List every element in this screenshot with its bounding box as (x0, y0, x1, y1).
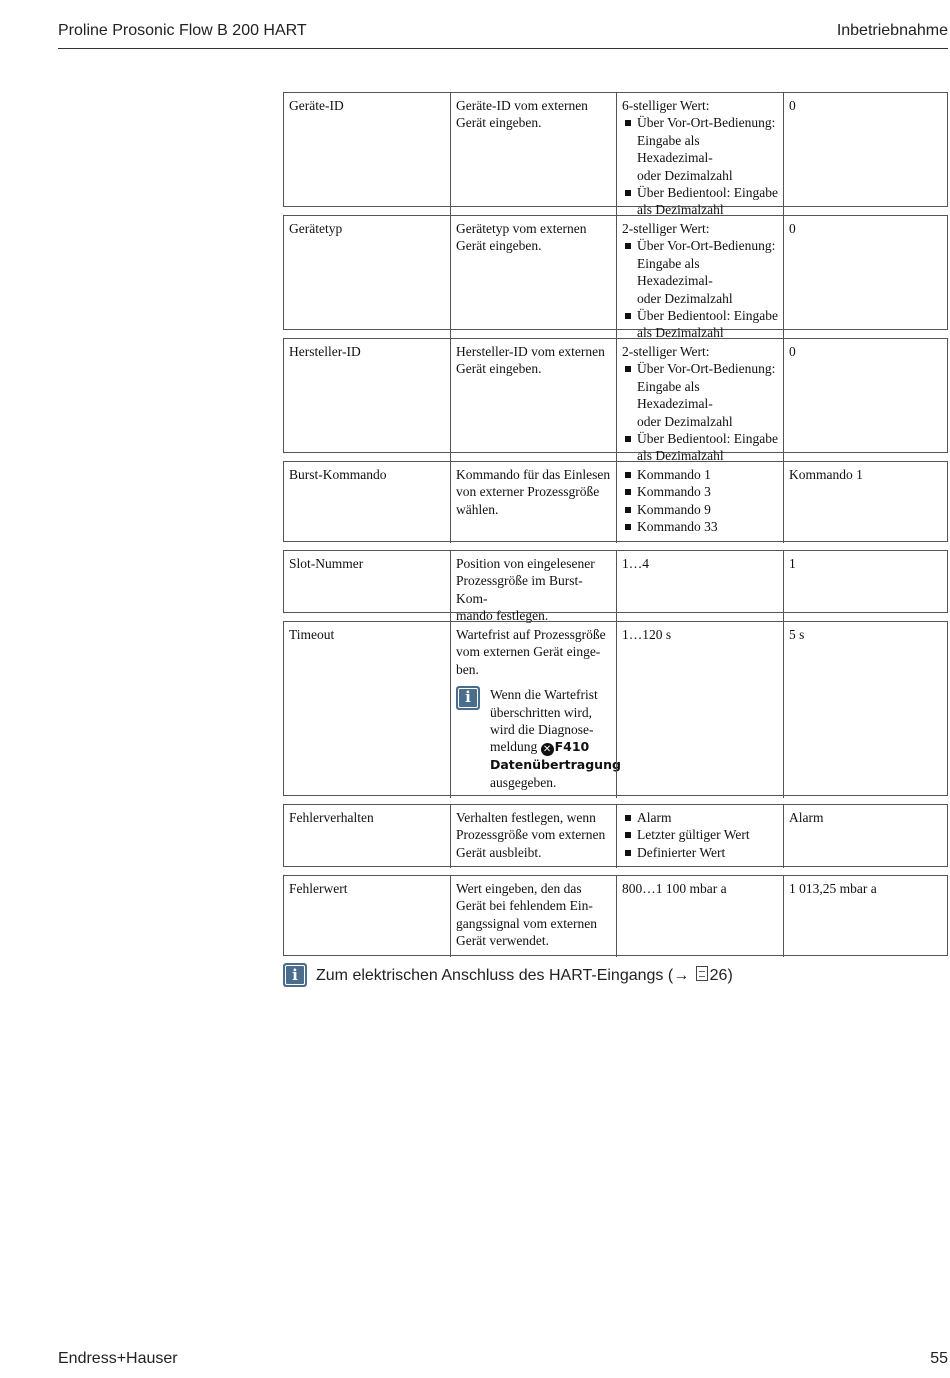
table-row (283, 338, 948, 464)
table-row (283, 92, 948, 218)
param-default: 5 s (783, 622, 949, 798)
diagnostic-text: Datenübertragung (490, 757, 621, 773)
param-range (616, 339, 783, 472)
document-icon (696, 966, 708, 981)
range-title: 2-stelliger Wert: (622, 344, 710, 359)
option-list (622, 360, 778, 464)
param-default: Kommando 1 (783, 462, 949, 543)
option-list (622, 466, 778, 536)
param-name: Burst-Kommando (289, 467, 387, 482)
param-range (616, 462, 783, 543)
option-list (622, 237, 778, 341)
header-rule (58, 48, 948, 49)
param-default: 0 (783, 93, 949, 226)
param-range: 800…1 100 mbar a (616, 876, 783, 957)
page-number: 55 (930, 1350, 948, 1367)
param-name: Fehlerwert (289, 881, 348, 896)
list-item: Kommando 3 (622, 483, 778, 500)
param-default: Alarm (783, 805, 949, 868)
option-list (622, 114, 778, 218)
range-title: 2-stelliger Wert: (622, 221, 710, 236)
param-range: 1…4 (616, 551, 783, 632)
running-header-section: Inbetriebnahme (836, 22, 948, 39)
param-description: Kommando für das Einlesen von externer Prozessgröße wählen. (450, 462, 616, 543)
list-item: Über Vor-Ort-Bedienung: Eingabe als Hexadezimal- oder Dezimalzahl (622, 360, 778, 430)
list-item: Kommando 33 (622, 518, 778, 535)
page-reference-link[interactable]: 26 (709, 966, 728, 984)
table-row (283, 875, 948, 956)
list-item: Kommando 1 (622, 466, 778, 483)
table-row (283, 550, 948, 624)
param-description: Gerätetyp vom externen Gerät eingeben. (450, 216, 616, 349)
list-item: Über Vor-Ort-Bedienung: Eingabe als Hexadezimal- oder Dezimalzahl (622, 237, 778, 307)
param-description: Geräte-ID vom externen Gerät eingeben. (450, 93, 616, 226)
param-default: 1 013,25 mbar a (783, 876, 949, 957)
list-item: Letzter gültiger Wert (622, 826, 778, 843)
list-item: Kommando 9 (622, 501, 778, 518)
footer-brand: Endress+Hauser (58, 1350, 178, 1367)
param-description: Hersteller-ID vom externen Gerät eingeben. (450, 339, 616, 472)
info-note: i Wenn die Wartefrist überschritten wird, wird die Diagnose- meldung ✕ F410 Datenübertragung ausgegeben. (456, 686, 611, 791)
param-description: Verhalten festlegen, wenn Prozessgröße vom externen Gerät ausbleibt. (450, 805, 616, 868)
param-range: 1…120 s (616, 622, 783, 798)
fault-icon: ✕ (541, 743, 554, 756)
param-description: Wartefrist auf Prozessgröße vom externen Gerät einge- ben. i Wenn die Wartefrist überschritten wird, wird die Diagnose- meldung ✕ F410 Datenübertragung ausgegeben. (450, 622, 616, 798)
param-default: 0 (783, 339, 949, 472)
param-default: 0 (783, 216, 949, 349)
table-row (283, 215, 948, 341)
running-header-title: Proline Prosonic Flow B 200 HART (58, 22, 307, 39)
param-description: Position von eingelesener Prozessgröße im Burst-Kom- mando festlegen. (450, 551, 616, 632)
reference-note: i Zum elektrischen Anschluss des HART-Eingangs (→ 26) (283, 963, 733, 987)
range-title: 6-stelliger Wert: (622, 98, 710, 113)
param-name: Geräte-ID (289, 98, 344, 113)
list-item: Über Bedientool: Eingabe als Dezimalzahl (622, 307, 778, 342)
param-description: Wert eingeben, den das Gerät bei fehlendem Ein- gangssignal vom externen Gerät verwendet. (450, 876, 616, 957)
table-row (283, 461, 948, 542)
param-name: Slot-Nummer (289, 556, 364, 571)
table-row (283, 804, 948, 867)
list-item: Alarm (622, 809, 778, 826)
param-range (616, 805, 783, 868)
param-default: 1 (783, 551, 949, 632)
list-item: Über Bedientool: Eingabe als Dezimalzahl (622, 184, 778, 219)
list-item: Definierter Wert (622, 844, 778, 861)
list-item: Über Vor-Ort-Bedienung: Eingabe als Hexadezimal- oder Dezimalzahl (622, 114, 778, 184)
list-item: Über Bedientool: Eingabe als Dezimalzahl (622, 430, 778, 465)
info-icon: i (456, 686, 480, 710)
info-icon: i (283, 963, 307, 987)
param-name: Hersteller-ID (289, 344, 361, 359)
param-name: Timeout (289, 627, 335, 642)
option-list (622, 809, 778, 861)
param-range (616, 216, 783, 349)
param-name: Fehlerverhalten (289, 810, 374, 825)
table-row (283, 621, 948, 796)
param-name: Gerätetyp (289, 221, 343, 236)
diagnostic-code: F410 (554, 739, 590, 755)
param-range (616, 93, 783, 226)
